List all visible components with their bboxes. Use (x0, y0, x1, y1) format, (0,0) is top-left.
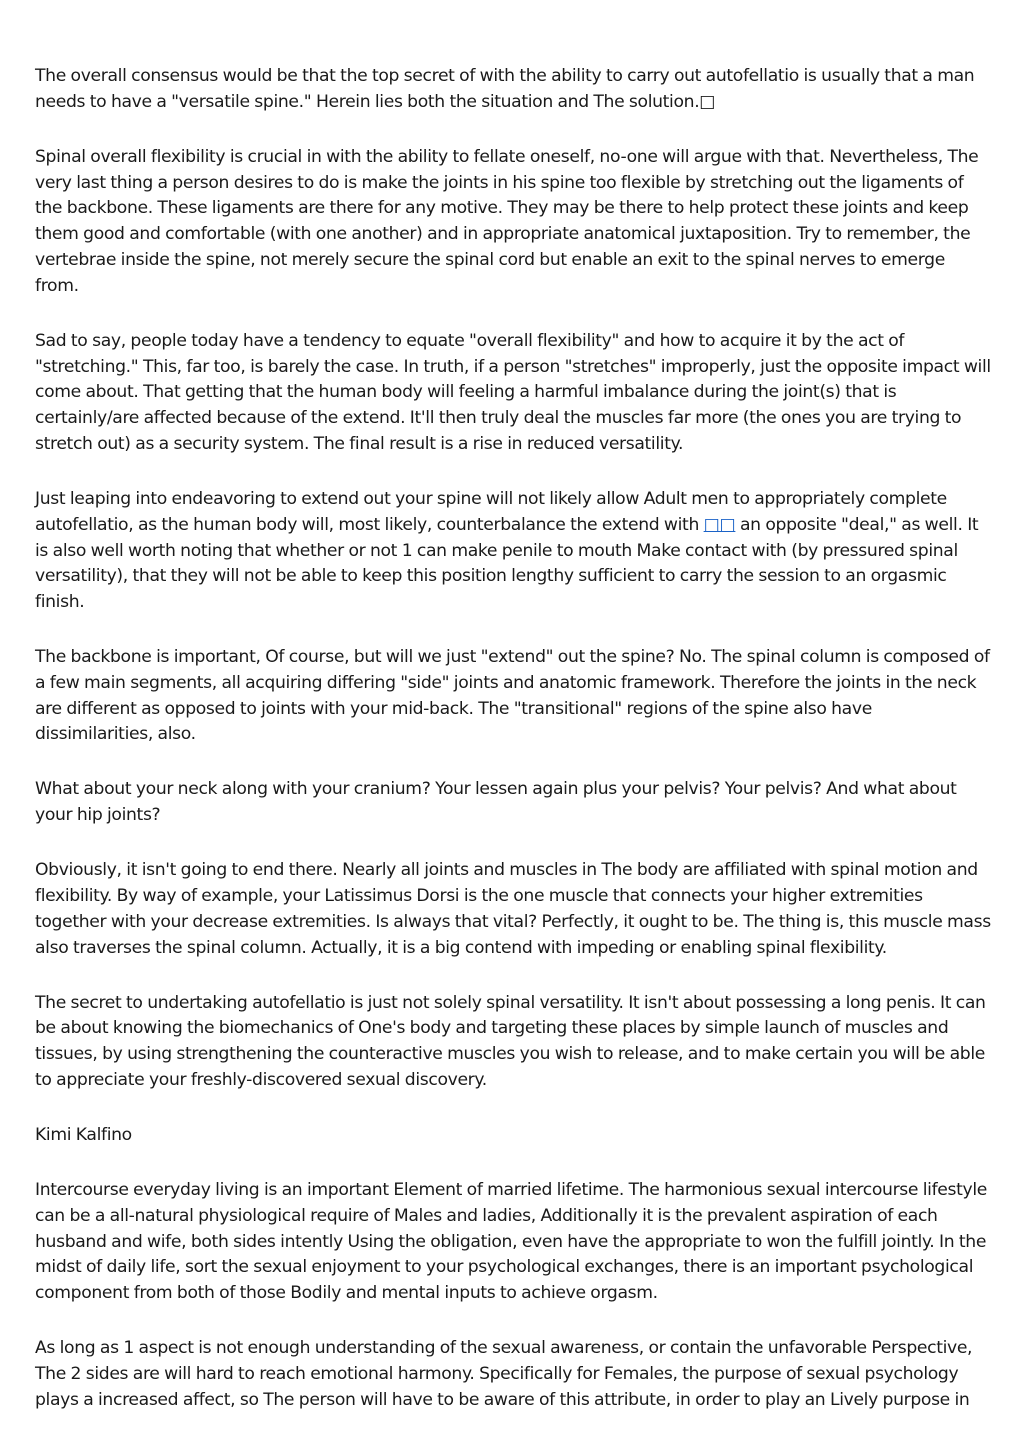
paragraph-4 (35, 487, 993, 616)
paragraph-5: The backbone is important, Of course, but will we just "extend" out the spine? No. The spinal column is composed of a few main segments, all acquiring differing "side" joints and anatomic framework. Therefore the joints in the neck are different as opposed to joints with your mid-back. The "transitional" regions of the spine also have dissimilarities, also. (35, 647, 990, 745)
paragraph-4-text-after: an opposite "deal," as well. It is also well worth noting that whether or not 1 can make penile to mouth Make contact with (by pressured spinal versatility), that they will not be able to keep this position lengthy sufficient to carry the session to an orgasmic finish. (35, 514, 979, 613)
paragraph-10: Intercourse everyday living is an important Element of married lifetime. The harmonious sexual intercourse lifestyle can be a all-natural physiological require of Males and ladies, Additionally it is the prevalent aspiration of each husband and wife, both sides intently Using the obligation, even have the appropriate to won the fulfill jointly. In the midst of daily life, sort the sexual enjoyment to your psychological exchanges, there is an important psychological component from both of those Bodily and mental inputs to achieve orgasm. (35, 1179, 987, 1304)
author-name: Kimi Kalfino (35, 1125, 132, 1145)
inline-link[interactable]: □□ (703, 514, 736, 535)
document-body (35, 64, 993, 1443)
paragraph-7: Obviously, it isn't going to end there. Nearly all joints and muscles in The body are affiliated with spinal motion and flexibility. By way of example, your Latissimus Dorsi is the one muscle that connects your higher extremities together with your decrease extremities. Is always that vital? Perfectly, it ought to be. The thing is, this muscle mass also traverses the spinal column. Actually, it is a big contend with impeding or enabling spinal flexibility. (35, 860, 991, 958)
paragraph-2: Spinal overall flexibility is crucial in with the ability to fellate oneself, no-one will argue with that. Nevertheless, The very last thing a person desires to do is make the joints in his spine too flexible by stretching out the ligaments of the backbone. These ligaments are there for any motive. They may be there to help protect these joints and keep them good and comfortable (with one another) and in appropriate anatomical juxtaposition. Try to remember, the vertebrae inside the spine, not merely secure the spinal cord but enable an exit to the spinal nerves to emerge from. (35, 146, 979, 296)
paragraph-4-text-before: Just leaping into endeavoring to extend out your spine will not likely allow Adult men to appropriately complete autofellatio, as the human body will, most likely, counterbalance the extend with (35, 488, 947, 535)
paragraph-6: What about your neck along with your cranium? Your lessen again plus your pelvis? Your pelvis? And what about your hip joints? (35, 779, 957, 826)
paragraph-11: As long as 1 aspect is not enough understanding of the sexual awareness, or contain the unfavorable Perspective, The 2 sides are will hard to reach emotional harmony. Specifically for Females, the purpose of sexual psychology plays a increased affect, so The person will have to be aware of this attribute, in order to play an Lively purpose in (35, 1338, 973, 1410)
paragraph-1: The overall consensus would be that the top secret of with the ability to carry out autofellatio is usually that a man needs to have a "versatile spine." Herein lies both the situation and The solution.□ (35, 66, 975, 112)
paragraph-8: The secret to undertaking autofellatio is just not solely spinal versatility. It isn't about possessing a long penis. It can be about knowing the biomechanics of One's body and targeting these places by simple launch of muscles and tissues, by using strengthening the counteractive muscles you wish to release, and to make certain you will be able to appreciate your freshly-discovered sexual discovery. (35, 992, 986, 1091)
paragraph-3: Sad to say, people today have a tendency to equate "overall flexibility" and how to acquire it by the act of "stretching." This, far too, is barely the case. In truth, if a person "stretches" improperly, just the opposite impact will come about. That getting that the human body will feeling a harmful imbalance during the joint(s) that is certainly/are affected because of the extend. It'll then truly deal the muscles far more (the ones you are trying to stretch out) as a security system. The final result is a rise in reduced versatility. (35, 330, 991, 454)
